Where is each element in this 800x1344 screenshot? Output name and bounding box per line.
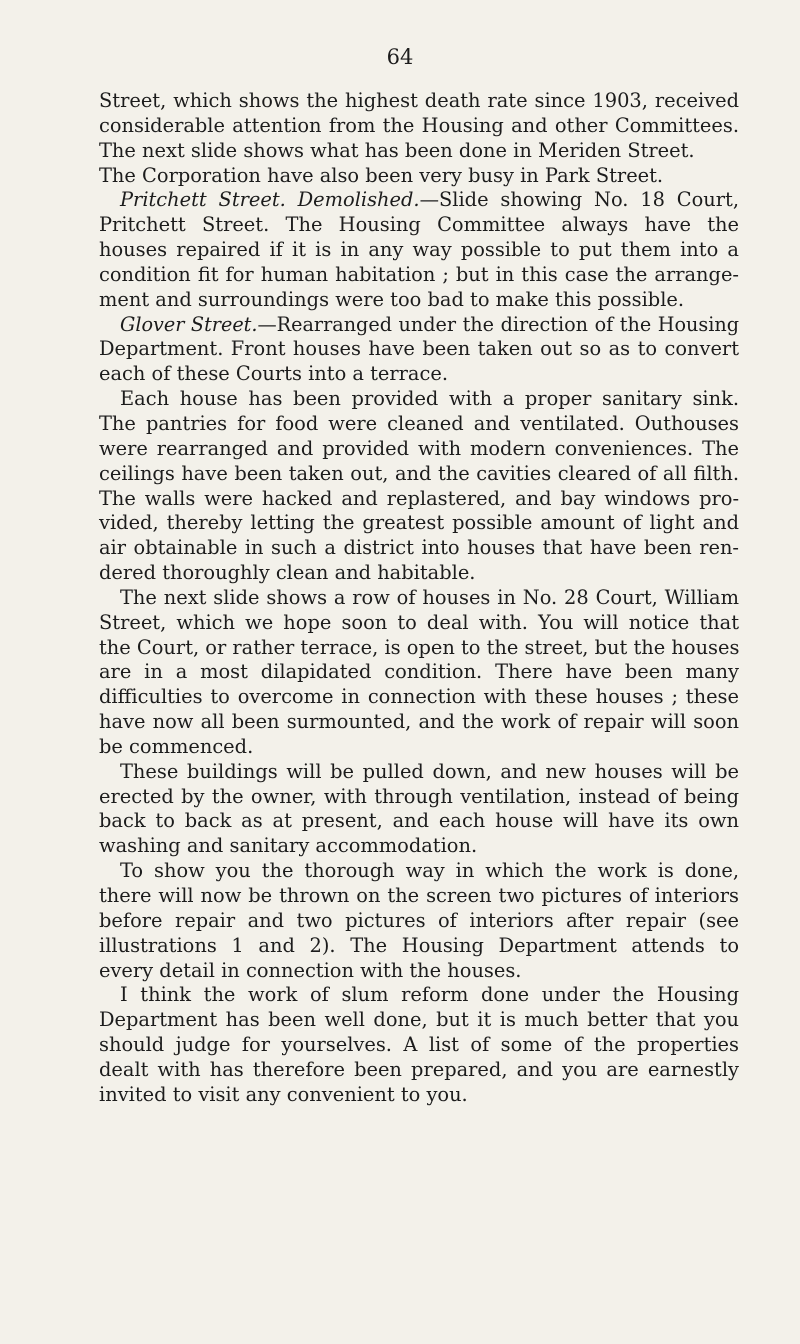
italic-heading: Pritchett Street. Demolished.	[120, 188, 420, 212]
text-line	[99, 89, 739, 114]
line-text: The next slide shows what has been done in Meriden Street.	[99, 138, 695, 162]
text-line	[99, 164, 739, 189]
line-text: houses repaired if it is in any way possible to put them into a	[99, 238, 739, 262]
line-text: illustrations 1 and 2). The Housing Department attends to	[99, 933, 739, 957]
text-line	[99, 437, 739, 462]
body-text	[99, 89, 739, 1108]
line-text: I think the work of slum reform done under the Housing	[120, 983, 739, 1007]
line-text: The Corporation have also been very busy in Park Street.	[99, 163, 664, 187]
text-line	[99, 462, 739, 487]
text-line	[99, 1083, 739, 1108]
line-text: The walls were hacked and replastered, and bay windows pro-	[99, 486, 739, 510]
line-text: —Rearranged under the direction of the Housing	[257, 312, 740, 336]
line-text: washing and sanitary accommodation.	[99, 834, 478, 858]
text-line	[99, 710, 739, 735]
line-text: ceilings have been taken out, and the cavities cleared of all filth.	[99, 461, 739, 485]
text-line	[99, 685, 739, 710]
line-text: every detail in connection with the houses.	[99, 958, 522, 982]
text-line	[99, 959, 739, 984]
text-line	[99, 337, 739, 362]
line-text: dered thoroughly clean and habitable.	[99, 561, 476, 585]
line-text: were rearranged and provided with modern conveniences. The	[99, 436, 739, 460]
text-line	[99, 139, 739, 164]
line-text: vided, thereby letting the greatest possible amount of light and	[99, 511, 739, 535]
line-text: back to back as at present, and each house will have its own	[99, 809, 739, 833]
text-line	[99, 1008, 739, 1033]
text-line	[99, 834, 739, 859]
text-line	[99, 809, 739, 834]
text-line	[99, 934, 739, 959]
line-text: each of these Courts into a terrace.	[99, 362, 448, 386]
line-text: erected by the owner, with through ventilation, instead of being	[99, 784, 739, 808]
text-line	[99, 909, 739, 934]
text-line	[99, 859, 739, 884]
text-line	[99, 288, 739, 313]
line-text: To show you the thorough way in which the work is done,	[120, 859, 739, 883]
text-line	[99, 586, 739, 611]
line-text: the Court, or rather terrace, is open to the street, but the houses	[99, 635, 740, 659]
line-text: The next slide shows a row of houses in No. 28 Court, William	[120, 585, 739, 609]
line-text: Street, which shows the highest death rate since 1903, received	[99, 89, 739, 112]
text-line	[99, 412, 739, 437]
line-text: condition fit for human habitation ; but in this case the arrange-	[99, 262, 739, 286]
italic-heading: Glover Street.	[120, 312, 258, 336]
line-text: dealt with has therefore been prepared, and you are earnestly	[99, 1057, 739, 1081]
text-line	[99, 1058, 739, 1083]
text-line	[99, 387, 739, 412]
line-text: are in a most dilapidated condition. There have been many	[99, 660, 739, 684]
text-line	[99, 735, 739, 760]
text-line	[99, 487, 739, 512]
text-line	[99, 1033, 739, 1058]
page-number: 64	[386, 45, 414, 69]
line-text: Street, which we hope soon to deal with. You will notice that	[99, 610, 739, 634]
text-line	[99, 362, 739, 387]
text-line	[99, 213, 739, 238]
text-line	[99, 660, 739, 685]
line-text: Pritchett Street. The Housing Committee always have the	[99, 213, 739, 237]
text-line	[99, 760, 739, 785]
text-line	[99, 785, 739, 810]
text-line	[99, 884, 739, 909]
text-line	[99, 611, 739, 636]
line-text: difficulties to overcome in connection with these houses ; these	[99, 685, 739, 709]
line-text: have now all been surmounted, and the work of repair will soon	[99, 710, 739, 734]
text-line	[99, 114, 739, 139]
text-line	[99, 263, 739, 288]
text-line	[99, 636, 739, 661]
line-text: before repair and two pictures of interiors after repair (see	[99, 908, 739, 932]
line-text: be commenced.	[99, 734, 254, 758]
line-text: there will now be thrown on the screen two pictures of interiors	[99, 884, 739, 907]
line-text: Each house has been provided with a proper sanitary sink.	[120, 387, 739, 411]
text-line	[99, 536, 739, 561]
line-text: Department. Front houses have been taken out so as to convert	[99, 337, 739, 361]
text-line	[99, 188, 739, 213]
line-text: ment and surroundings were too bad to make this possible.	[99, 287, 685, 311]
text-line	[99, 561, 739, 586]
line-text: The pantries for food were cleaned and ventilated. Outhouses	[99, 411, 739, 435]
line-text: —Slide showing No. 18 Court,	[419, 188, 740, 212]
text-line	[99, 511, 739, 536]
line-text: considerable attention from the Housing and other Committees.	[99, 113, 739, 137]
line-text: should judge for yourselves. A list of some of the properties	[99, 1033, 739, 1057]
line-text: air obtainable in such a district into houses that have been ren-	[99, 536, 739, 560]
text-line	[99, 983, 739, 1008]
text-line	[99, 313, 739, 338]
line-text: Department has been well done, but it is much better that you	[99, 1008, 739, 1032]
text-line	[99, 238, 739, 263]
line-text: These buildings will be pulled down, and new houses will be	[120, 759, 739, 783]
line-text: invited to visit any convenient to you.	[99, 1082, 468, 1106]
